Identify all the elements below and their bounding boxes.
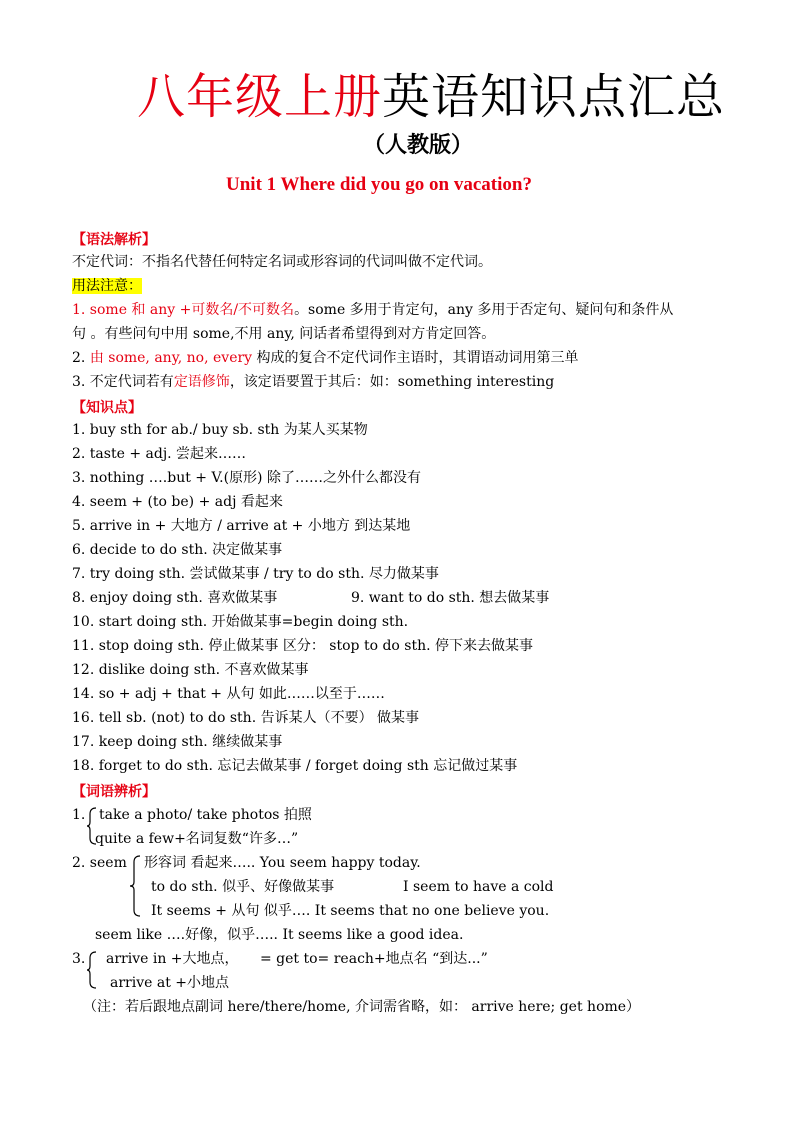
vocab-note: （注：若后跟地点副词 here/there/home, 介词需省略，如： arrive here; get home）	[83, 999, 641, 1015]
list-item: 17. keep doing sth. 继续做某事	[72, 734, 283, 750]
vocab-number: 1.	[72, 807, 86, 823]
vocab-entry: I seem to have a cold	[403, 879, 554, 895]
vocab-number: 3.	[72, 951, 86, 967]
knowledge-header: 【知识点】	[72, 400, 142, 416]
title-part-black: 英语知识点汇总	[382, 69, 726, 125]
vocab-entry: arrive at +小地点	[110, 975, 230, 991]
list-item: 18. forget to do sth. 忘记去做某事 / forget doing sth 忘记做过某事	[72, 758, 518, 774]
list-item: 12. dislike doing sth. 不喜欢做某事	[72, 662, 309, 678]
grammar-definition: 不定代词：不指名代替任何特定名词或形容词的代词叫做不定代词。	[72, 254, 492, 270]
rule-2: 2. 由 some, any, no, every 构成的复合不定代词作主语时，其谓语动词用第三单	[72, 350, 579, 366]
edition-label: （人教版）	[363, 133, 474, 158]
vocab-entry: arrive in +大地点，	[106, 951, 239, 967]
vocab-header: 【词语辨析】	[72, 784, 156, 800]
vocab-number: 2. seem	[72, 855, 127, 871]
list-item: 14. so + adj + that + 从句 如此……以至于……	[72, 686, 385, 702]
vocab-entry: seem like ….好像，似乎….. It seems like a good idea.	[95, 927, 464, 943]
list-item: 2. taste + adj. 尝起来……	[72, 446, 247, 462]
list-item: 7. try doing sth. 尝试做某事 / try to do sth. 尽力做某事	[72, 566, 439, 582]
list-item: 11. stop doing sth. 停止做某事 区分： stop to do sth. 停下来去做某事	[72, 638, 534, 654]
list-item: 16. tell sb. (not) to do sth. 告诉某人（不要） 做某事	[72, 710, 420, 726]
page-title	[137, 58, 725, 127]
title-part-red: 八年级上册	[137, 69, 383, 125]
vocab-entry: quite a few+名词复数“许多…”	[95, 831, 299, 847]
vocab-entry: 形容词 看起来….. You seem happy today.	[144, 855, 421, 871]
rule-1: 1. some 和 any +可数名/不可数名。some 多用于肯定句，any 多用于否定句、疑问句和条件从	[72, 302, 674, 318]
brace-icon	[128, 854, 142, 918]
usage-label: 用法注意：	[72, 278, 142, 294]
vocab-entry: = get to= reach+地点名 “到达...”	[260, 951, 488, 967]
brace-icon	[86, 950, 98, 990]
vocab-entry: take a photo/ take photos 拍照	[99, 807, 312, 823]
grammar-header: 【语法解析】	[72, 232, 156, 248]
list-item: 4. seem + (to be) + adj 看起来	[72, 494, 283, 510]
vocab-entry: to do sth. 似乎、好像做某事	[151, 879, 335, 895]
list-item: 3. nothing ….but + V.(原形) 除了……之外什么都没有	[72, 470, 421, 486]
list-item: 6. decide to do sth. 决定做某事	[72, 542, 283, 558]
list-item: 8. enjoy doing sth. 喜欢做某事	[72, 590, 278, 606]
rule-1-cont: 句 。有些问句中用 some,不用 any, 问话者希望得到对方肯定回答。	[72, 326, 496, 342]
list-item: 9. want to do sth. 想去做某事	[351, 590, 550, 606]
vocab-entry: It seems + 从句 似乎…. It seems that no one believe you.	[151, 903, 550, 919]
rule-3: 3. 不定代词若有定语修饰，该定语要置于其后：如：something interesting	[72, 374, 555, 390]
list-item: 1. buy sth for ab./ buy sb. sth 为某人买某物	[72, 422, 368, 438]
list-item: 5. arrive in + 大地方 / arrive at + 小地方 到达某地	[72, 518, 411, 534]
list-item: 10. start doing sth. 开始做某事=begin doing sth.	[72, 614, 409, 630]
unit-title: Unit 1 Where did you go on vacation?	[226, 174, 532, 195]
